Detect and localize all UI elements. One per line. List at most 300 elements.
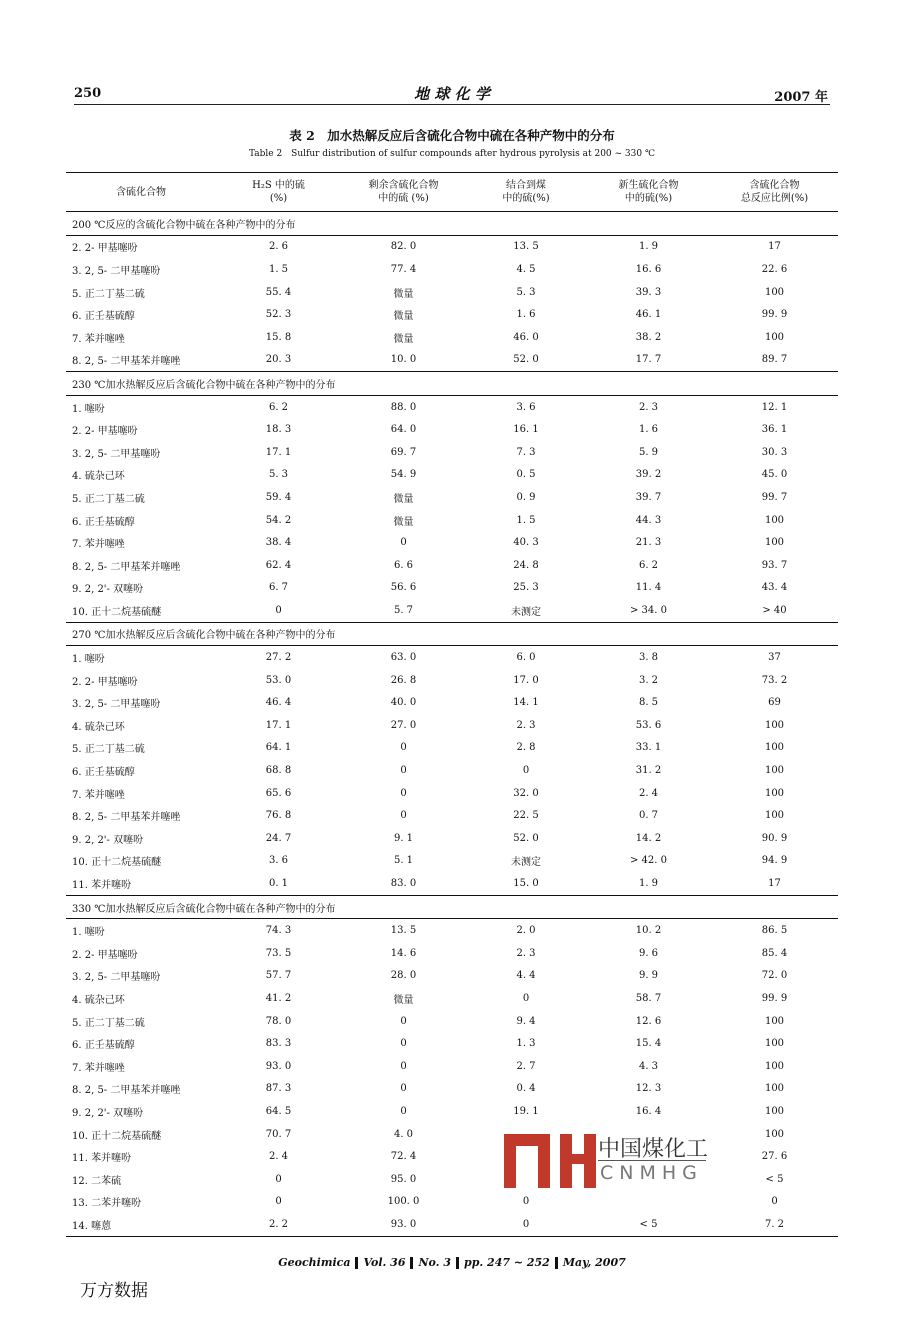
value-cell: 45. 0 <box>761 469 788 481</box>
value-cell: 14. 2 <box>635 832 662 844</box>
value-cell: 40. 0 <box>390 697 417 709</box>
value-cell: 100 <box>764 1060 785 1072</box>
table-row <box>66 759 838 782</box>
compound-cell: 7. 苯并噻唑 <box>72 789 125 801</box>
value-cell: 100 <box>764 1038 785 1050</box>
value-cell: 10. 2 <box>635 925 662 937</box>
journal-name: 地 球 化 学 <box>414 85 490 103</box>
value-cell <box>586 1191 711 1214</box>
value-cell: 0 <box>400 810 407 822</box>
compound-cell: 2. 2- 甲基噻吩 <box>72 676 138 688</box>
table-row <box>66 349 838 372</box>
value-cell: 95. 0 <box>390 1173 417 1185</box>
logo-block <box>516 1134 538 1146</box>
compound-cell: 8. 2, 5- 二甲基苯并噻唑 <box>72 1085 181 1097</box>
value-cell: 32. 0 <box>513 787 539 799</box>
compound-cell: 5. 正二丁基二硫 <box>72 744 145 756</box>
table-row <box>66 326 838 349</box>
value-cell: 52. 0 <box>513 354 539 366</box>
table-row <box>66 441 838 464</box>
value-cell: < 5 <box>765 1173 784 1185</box>
compound-cell: 10. 正十二烷基硫醚 <box>72 1130 162 1142</box>
value-cell: 4. 5 <box>516 263 536 275</box>
value-cell: 74. 3 <box>265 925 292 937</box>
table-header-row <box>66 173 838 212</box>
value-cell: 99. 9 <box>761 992 788 1004</box>
value-cell: 3. 8 <box>638 652 659 664</box>
value-cell: 83. 0 <box>390 878 417 890</box>
value-cell: 27. 6 <box>761 1151 788 1163</box>
table-row <box>66 737 838 760</box>
value-cell: 9. 6 <box>638 947 659 959</box>
value-cell: 100 <box>764 787 785 799</box>
table-row <box>66 1213 838 1236</box>
value-cell: 7. 2 <box>711 1213 838 1236</box>
value-cell: 0. 9 <box>516 491 536 503</box>
section-label: 230 ℃加水热解反应后含硫化合物中硫在各种产物中的分布 <box>66 372 838 396</box>
column-header: 含硫化合物 总反应比例(%) <box>711 173 838 212</box>
value-cell: 85. 4 <box>761 947 788 959</box>
compound-cell: 6. 正壬基硫醇 <box>72 516 135 528</box>
value-cell: 38. 4 <box>265 537 292 549</box>
value-cell: 9. 4 <box>516 1015 536 1027</box>
value-cell: 24. 8 <box>513 559 539 571</box>
value-cell: 41. 2 <box>265 992 292 1004</box>
table-row <box>66 1191 838 1214</box>
compound-cell: 1. 噻吩 <box>72 927 105 939</box>
value-cell: 43. 4 <box>761 582 788 594</box>
value-cell: 100 <box>764 1015 785 1027</box>
section-row <box>66 622 838 646</box>
table-row <box>66 965 838 988</box>
value-cell: 13. 5 <box>390 925 417 937</box>
value-cell: 72. 4 <box>390 1151 417 1163</box>
footer-separator <box>355 1257 358 1269</box>
compound-cell: 7. 苯并噻唑 <box>72 539 125 551</box>
value-cell: 3. 6 <box>516 401 536 413</box>
cnmhg-watermark <box>500 1128 715 1188</box>
footer-number: No. 3 <box>418 1256 451 1269</box>
table-row <box>66 714 838 737</box>
value-cell: 57. 7 <box>265 970 292 982</box>
value-cell: 2. 6 <box>268 241 289 253</box>
value-cell: 17. 7 <box>635 354 662 366</box>
table-row <box>66 1078 838 1101</box>
value-cell: 12. 6 <box>635 1015 662 1027</box>
value-cell: 10. 0 <box>390 354 417 366</box>
value-cell: 2. 8 <box>516 742 536 754</box>
value-cell: 微量 <box>393 493 414 505</box>
value-cell: 53. 6 <box>635 719 662 731</box>
value-cell: 89. 7 <box>761 354 788 366</box>
value-cell: 62. 4 <box>265 559 292 571</box>
value-cell: 0. 1 <box>268 878 289 890</box>
value-cell: 3. 6 <box>268 855 289 867</box>
value-cell: 2. 3 <box>516 947 536 959</box>
compound-cell: 1. 噻吩 <box>72 654 105 666</box>
value-cell: 38. 2 <box>635 331 662 343</box>
value-cell: 6. 6 <box>393 559 414 571</box>
section-row <box>66 372 838 396</box>
value-cell: 0 <box>522 765 530 777</box>
compound-cell: 2. 2- 甲基噻吩 <box>72 243 138 255</box>
value-cell: 1. 6 <box>638 424 659 436</box>
value-cell: 22. 5 <box>513 810 539 822</box>
compound-cell: 5. 正二丁基二硫 <box>72 288 145 300</box>
value-cell: 72. 0 <box>761 970 788 982</box>
compound-cell: 11. 苯并噻吩 <box>72 880 132 892</box>
value-cell: 87. 3 <box>265 1083 292 1095</box>
value-cell: 100 <box>764 537 785 549</box>
sulfur-distribution-table <box>66 172 838 1237</box>
footer-separator <box>410 1257 413 1269</box>
watermark-divider <box>598 1160 706 1161</box>
value-cell: 93. 0 <box>341 1213 466 1236</box>
value-cell: 19. 1 <box>513 1105 539 1117</box>
value-cell: 76. 8 <box>265 810 292 822</box>
value-cell: 13. 5 <box>513 241 539 253</box>
table-row <box>66 531 838 554</box>
value-cell: 54. 2 <box>265 514 292 526</box>
table-row <box>66 1010 838 1033</box>
table-row <box>66 1145 838 1168</box>
value-cell: 1. 9 <box>638 878 659 890</box>
table-row <box>66 303 838 326</box>
value-cell: 27. 2 <box>265 652 292 664</box>
value-cell: 77. 4 <box>390 263 417 275</box>
value-cell: 25. 3 <box>513 582 539 594</box>
table-row <box>66 577 838 600</box>
compound-cell: 4. 硫杂己环 <box>72 721 125 733</box>
value-cell: 5. 9 <box>638 446 659 458</box>
logo-block <box>560 1134 572 1188</box>
logo-block <box>584 1134 596 1188</box>
value-cell: 9. 1 <box>393 832 414 844</box>
value-cell: 99. 9 <box>761 309 788 321</box>
value-cell: 0 <box>400 1015 407 1027</box>
compound-cell: 8. 2, 5- 二甲基苯并噻唑 <box>72 812 181 824</box>
compound-cell: 3. 2, 5- 二甲基噻吩 <box>72 699 161 711</box>
cnmhg-logo-icon <box>500 1128 596 1188</box>
value-cell: 99. 7 <box>761 491 788 503</box>
value-cell: > 40 <box>762 604 787 616</box>
value-cell: 微量 <box>393 333 414 345</box>
value-cell: 0 <box>522 992 530 1004</box>
compound-cell: 14. 噻蒽 <box>66 1213 216 1236</box>
value-cell: < 5 <box>586 1213 711 1236</box>
value-cell: 56. 6 <box>390 582 417 594</box>
logo-block <box>572 1154 586 1164</box>
value-cell: > 42. 0 <box>629 855 667 867</box>
value-cell: 2. 4 <box>638 787 659 799</box>
value-cell: 73. 5 <box>265 947 292 959</box>
value-cell: 微量 <box>393 311 414 323</box>
value-cell: 100 <box>764 719 785 731</box>
value-cell: 6. 2 <box>268 401 289 413</box>
value-cell: 22. 6 <box>761 263 788 275</box>
compound-cell: 6. 正壬基硫醇 <box>72 767 135 779</box>
value-cell: 55. 4 <box>265 286 292 298</box>
logo-block <box>504 1134 516 1188</box>
table-row <box>66 509 838 532</box>
value-cell: 0 <box>275 604 282 616</box>
value-cell: 4. 3 <box>638 1060 659 1072</box>
value-cell: 86. 5 <box>761 925 788 937</box>
value-cell: 0 <box>400 765 407 777</box>
compound-cell: 12. 二苯硫 <box>72 1175 122 1187</box>
compound-cell: 8. 2, 5- 二甲基苯并噻唑 <box>72 356 181 368</box>
footer-pages: pp. 247 ~ 252 <box>464 1256 550 1269</box>
value-cell: 6. 2 <box>638 559 659 571</box>
compound-cell: 11. 苯并噻吩 <box>72 1153 132 1165</box>
value-cell: 0 <box>400 787 407 799</box>
value-cell: 64. 5 <box>265 1105 292 1117</box>
value-cell: 0 <box>400 742 407 754</box>
compound-cell: 3. 2, 5- 二甲基噻吩 <box>72 972 161 984</box>
value-cell: 100 <box>764 1083 785 1095</box>
value-cell: 39. 7 <box>635 491 662 503</box>
value-cell: 9. 9 <box>638 970 659 982</box>
footer-separator <box>456 1257 459 1269</box>
table-title-en: Table 2 Sulfur distribution of sulfur compounds after hydrous pyrolysis at 200 ~ 330 ℃ <box>248 149 656 159</box>
value-cell: 4. 4 <box>516 970 536 982</box>
table-row <box>66 418 838 441</box>
compound-cell: 6. 正壬基硫醇 <box>72 1040 135 1052</box>
value-cell: 0. 4 <box>516 1083 536 1095</box>
value-cell: 0 <box>400 537 407 549</box>
value-cell: 44. 3 <box>635 514 662 526</box>
table-row <box>66 1032 838 1055</box>
value-cell: 0 <box>400 1105 407 1117</box>
compound-cell: 6. 正壬基硫醇 <box>72 311 135 323</box>
value-cell: 2. 2 <box>216 1213 341 1236</box>
value-cell: 100 <box>764 765 785 777</box>
section-row <box>66 895 838 919</box>
value-cell: 78. 0 <box>265 1015 292 1027</box>
value-cell: 未测定 <box>511 857 541 869</box>
compound-cell: 2. 2- 甲基噻吩 <box>72 949 138 961</box>
value-cell: 28. 0 <box>390 970 417 982</box>
value-cell: 15. 4 <box>635 1038 662 1050</box>
value-cell: 17 <box>768 878 781 890</box>
table-row <box>66 486 838 509</box>
table-row <box>66 804 838 827</box>
value-cell: 0 <box>275 1196 282 1208</box>
section-label: 200 ℃反应的含硫化合物中硫在各种产物中的分布 <box>66 212 838 236</box>
value-cell: 0 <box>466 1213 586 1236</box>
compound-cell: 9. 2, 2'- 双噻吩 <box>72 834 144 846</box>
value-cell: 70. 7 <box>265 1128 292 1140</box>
value-cell: 8. 5 <box>638 697 659 709</box>
header-rule <box>74 104 830 105</box>
watermark-text-cn: 中国煤化工 <box>598 1137 709 1162</box>
value-cell: 未测定 <box>511 606 541 618</box>
compound-cell: 5. 正二丁基二硫 <box>72 1017 145 1029</box>
value-cell: 36. 1 <box>761 424 788 436</box>
value-cell: 11. 4 <box>635 582 662 594</box>
value-cell: 2. 4 <box>268 1151 289 1163</box>
value-cell: 6. 0 <box>516 652 536 664</box>
value-cell: 30. 3 <box>761 446 788 458</box>
compound-cell: 1. 噻吩 <box>72 403 105 415</box>
section-label: 270 ℃加水热解反应后含硫化合物中硫在各种产物中的分布 <box>66 622 838 646</box>
compound-cell: 2. 2- 甲基噻吩 <box>72 426 138 438</box>
value-cell: 7. 3 <box>516 446 536 458</box>
section-row <box>66 212 838 236</box>
value-cell: 46. 1 <box>635 309 662 321</box>
value-cell: 100 <box>764 331 785 343</box>
value-cell: 94. 9 <box>761 855 788 867</box>
table-row <box>66 646 838 669</box>
value-cell: 100 <box>764 810 785 822</box>
value-cell: 5. 7 <box>393 604 414 616</box>
value-cell: 0. 7 <box>638 810 659 822</box>
value-cell: 100 <box>764 1128 785 1140</box>
value-cell: 15. 0 <box>513 878 539 890</box>
value-cell: 0 <box>400 1083 407 1095</box>
compound-cell: 10. 正十二烷基硫醚 <box>72 857 162 869</box>
value-cell: 46. 0 <box>513 331 539 343</box>
logo-block <box>538 1134 550 1188</box>
value-cell: 0 <box>275 1173 282 1185</box>
value-cell: 16. 6 <box>635 263 662 275</box>
value-cell: 46. 4 <box>265 697 292 709</box>
value-cell: 53. 0 <box>265 674 292 686</box>
compound-cell: 10. 正十二烷基硫醚 <box>72 606 162 618</box>
value-cell: 83. 3 <box>265 1038 292 1050</box>
table-row <box>66 599 838 622</box>
value-cell: 0 <box>400 1038 407 1050</box>
value-cell: 2. 7 <box>516 1060 536 1072</box>
table-body <box>66 212 838 1237</box>
table-row <box>66 669 838 692</box>
source-mark: 万方数据 <box>80 1281 148 1301</box>
value-cell: 33. 1 <box>635 742 662 754</box>
column-header: H₂S 中的硫 (%) <box>216 173 341 212</box>
value-cell: 16. 4 <box>635 1105 662 1117</box>
value-cell: 3. 2 <box>638 674 659 686</box>
value-cell: 1. 6 <box>516 309 536 321</box>
table-row <box>66 554 838 577</box>
value-cell: 24. 7 <box>265 832 292 844</box>
value-cell: 58. 7 <box>635 992 662 1004</box>
value-cell: 21. 3 <box>635 537 662 549</box>
compound-cell: 7. 苯并噻唑 <box>72 333 125 345</box>
compound-cell: 5. 正二丁基二硫 <box>72 493 145 505</box>
table-row <box>66 258 838 281</box>
table-row <box>66 1100 838 1123</box>
value-cell: 12. 3 <box>635 1083 662 1095</box>
value-cell: 14. 6 <box>390 947 417 959</box>
value-cell: 27. 0 <box>390 719 417 731</box>
compound-cell: 4. 硫杂己环 <box>72 994 125 1006</box>
table-row <box>66 782 838 805</box>
value-cell: 100 <box>764 742 785 754</box>
value-cell: 82. 0 <box>390 241 417 253</box>
column-header: 含硫化合物 <box>66 173 216 212</box>
value-cell: 100. 0 <box>387 1196 420 1208</box>
value-cell: 100 <box>764 514 785 526</box>
column-header: 新生硫化合物 中的硫(%) <box>586 173 711 212</box>
section-label: 330 ℃加水热解反应后含硫化合物中硫在各种产物中的分布 <box>66 895 838 919</box>
value-cell: 5. 3 <box>268 469 289 481</box>
footer-separator <box>555 1257 558 1269</box>
table-row <box>66 464 838 487</box>
value-cell: > 34. 0 <box>629 604 667 616</box>
compound-cell: 4. 硫杂己环 <box>72 471 125 483</box>
footer-date: May, 2007 <box>562 1256 626 1269</box>
value-cell: 37 <box>768 652 781 664</box>
table-row <box>66 235 838 258</box>
value-cell: 1. 3 <box>516 1038 536 1050</box>
value-cell: 64. 0 <box>390 424 417 436</box>
compound-cell: 9. 2, 2'- 双噻吩 <box>72 584 144 596</box>
value-cell: 39. 2 <box>635 469 662 481</box>
value-cell: 54. 9 <box>390 469 417 481</box>
table-row <box>66 281 838 304</box>
column-header: 结合到煤 中的硫(%) <box>466 173 586 212</box>
footer-volume: Vol. 36 <box>363 1256 406 1269</box>
table-row <box>66 850 838 873</box>
watermark-text-en: CNMHG <box>600 1162 703 1184</box>
value-cell: 5. 1 <box>393 855 414 867</box>
table-row <box>66 827 838 850</box>
value-cell: 5. 3 <box>516 286 536 298</box>
value-cell: 69 <box>768 697 781 709</box>
value-cell: 40. 3 <box>513 537 539 549</box>
value-cell: 59. 4 <box>265 491 292 503</box>
value-cell: 31. 2 <box>635 765 662 777</box>
value-cell: 18. 3 <box>265 424 292 436</box>
value-cell: 17. 0 <box>513 674 539 686</box>
value-cell: 2. 0 <box>516 925 536 937</box>
value-cell: 93. 7 <box>761 559 788 571</box>
table-row <box>66 919 838 942</box>
value-cell: 6. 7 <box>268 582 289 594</box>
value-cell: 93. 0 <box>265 1060 292 1072</box>
table-row <box>66 1168 838 1191</box>
value-cell: 微量 <box>393 516 414 528</box>
value-cell: 1. 5 <box>516 514 536 526</box>
compound-cell: 7. 苯并噻唑 <box>72 1062 125 1074</box>
value-cell: 69. 7 <box>390 446 417 458</box>
value-cell: 2. 3 <box>516 719 536 731</box>
compound-cell: 3. 2, 5- 二甲基噻吩 <box>72 265 161 277</box>
value-cell: 2. 3 <box>638 401 659 413</box>
value-cell: 17. 1 <box>265 446 292 458</box>
value-cell: 100 <box>764 286 785 298</box>
value-cell: 39. 3 <box>635 286 662 298</box>
table-title-cn: 表 2 加水热解反应后含硫化合物中硫在各种产物中的分布 <box>289 128 615 143</box>
table-row <box>66 942 838 965</box>
compound-cell: 8. 2, 5- 二甲基苯并噻唑 <box>72 561 181 573</box>
value-cell: 100 <box>764 1105 785 1117</box>
value-cell: 14. 1 <box>513 697 539 709</box>
value-cell: 64. 1 <box>265 742 292 754</box>
value-cell: 微量 <box>393 288 414 300</box>
value-cell: 15. 8 <box>265 331 292 343</box>
value-cell: 12. 1 <box>761 401 788 413</box>
value-cell: 4. 0 <box>393 1128 414 1140</box>
value-cell: 17 <box>768 241 781 253</box>
table-row <box>66 1123 838 1146</box>
value-cell: 0 <box>400 1060 407 1072</box>
value-cell: 16. 1 <box>513 424 539 436</box>
value-cell: 微量 <box>393 994 414 1006</box>
compound-cell: 9. 2, 2'- 双噻吩 <box>72 1107 144 1119</box>
footer-journal: Geochimica <box>278 1256 351 1269</box>
journal-footer <box>0 1256 904 1269</box>
